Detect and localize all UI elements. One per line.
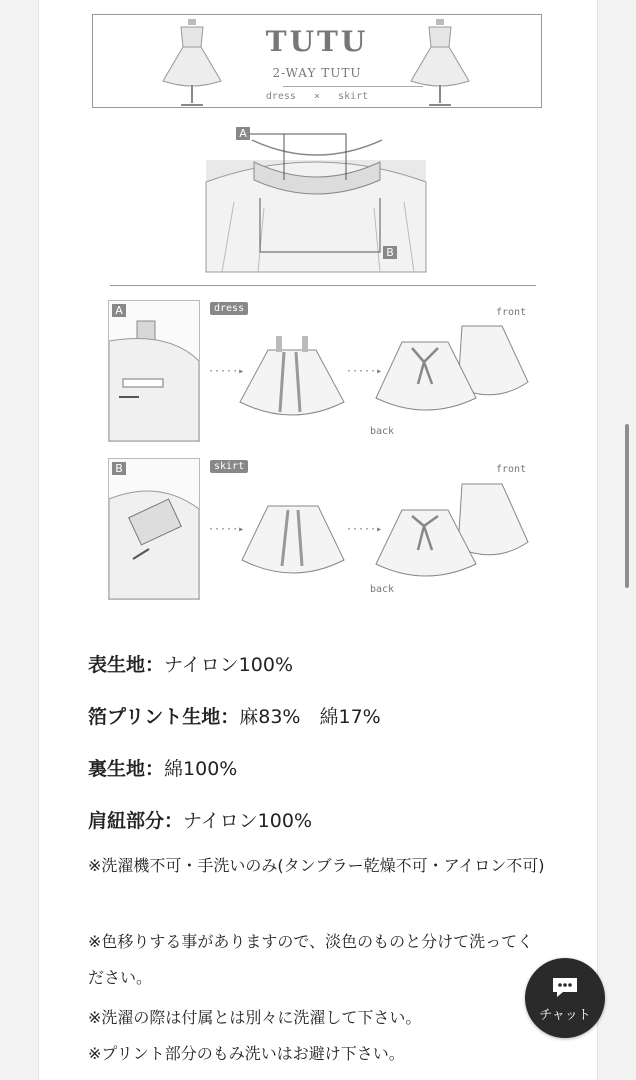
back-label-2: back <box>370 584 395 595</box>
scrollbar-thumb[interactable] <box>625 424 629 588</box>
spec-foil-print-fabric <box>88 702 381 729</box>
step-arrow-2: ·····▸ <box>346 366 383 377</box>
care-note-print: ※プリント部分のもみ洗いはお避け下さい。 <box>88 1044 405 1063</box>
step-arrow-3: ·····▸ <box>208 524 245 535</box>
banner-rule-right <box>353 86 423 87</box>
front-label-1: front <box>496 307 527 318</box>
skirt-illustration <box>238 496 348 582</box>
banner-subtitle: 2-WAY TUTU <box>272 66 362 80</box>
dress-skirt-illustration <box>236 332 348 424</box>
chat-label: チャット <box>539 1008 591 1023</box>
section-divider <box>110 285 536 286</box>
strap-attach-illustration <box>109 301 199 441</box>
panel-label-a: A <box>112 304 126 317</box>
callout-a: A <box>236 127 250 140</box>
care-note-separate: ※洗濯の際は付属とは別々に洗濯して下さい。 <box>88 1008 422 1027</box>
waist-adjust-illustration <box>109 459 199 599</box>
step-arrow-4: ·····▸ <box>346 524 383 535</box>
spec-label: 裏生地： <box>88 758 165 780</box>
step-arrow-1: ·····▸ <box>208 366 245 377</box>
callout-b: B <box>383 246 397 259</box>
spec-shoulder-strap <box>88 806 312 833</box>
spec-lining <box>88 754 237 781</box>
spec-label: 肩紐部分： <box>88 810 184 832</box>
chat-bubble-icon <box>551 976 579 998</box>
skirt-back-front-illustration <box>372 476 532 584</box>
spec-label: 箔プリント生地： <box>88 706 240 728</box>
detail-panel-b <box>108 458 200 600</box>
spec-value: ナイロン100% <box>164 654 294 676</box>
banner-tag-x: × <box>313 91 321 102</box>
care-note-wash: ※洗濯機不可・手洗いのみ(タンブラー乾燥不可・アイロン不可) <box>88 856 545 875</box>
banner-title: TUTU <box>265 25 369 58</box>
chat-button[interactable] <box>525 958 605 1038</box>
spec-outer-fabric <box>88 650 293 677</box>
back-label-1: back <box>370 426 395 437</box>
spec-label: 表生地： <box>88 654 165 676</box>
care-note-color: ※色移りする事がありますので、淡色のものと分けて洗ってください。 <box>88 932 534 987</box>
banner-tag-dress: dress <box>265 91 296 102</box>
dress-back-front-illustration <box>372 312 532 424</box>
spec-value: 麻83% 綿17% <box>239 706 381 728</box>
detail-panel-a <box>108 300 200 442</box>
banner-tag-skirt: skirt <box>338 91 369 102</box>
tutu-banner <box>92 14 542 108</box>
banner-rule-left <box>283 86 353 87</box>
skirt-tag: skirt <box>210 460 248 473</box>
spec-value: 綿100% <box>164 758 238 780</box>
dress-tag: dress <box>210 302 248 315</box>
panel-label-b: B <box>112 462 126 475</box>
spec-value: ナイロン100% <box>183 810 313 832</box>
banner-tags <box>93 91 541 102</box>
front-label-2: front <box>496 464 527 475</box>
